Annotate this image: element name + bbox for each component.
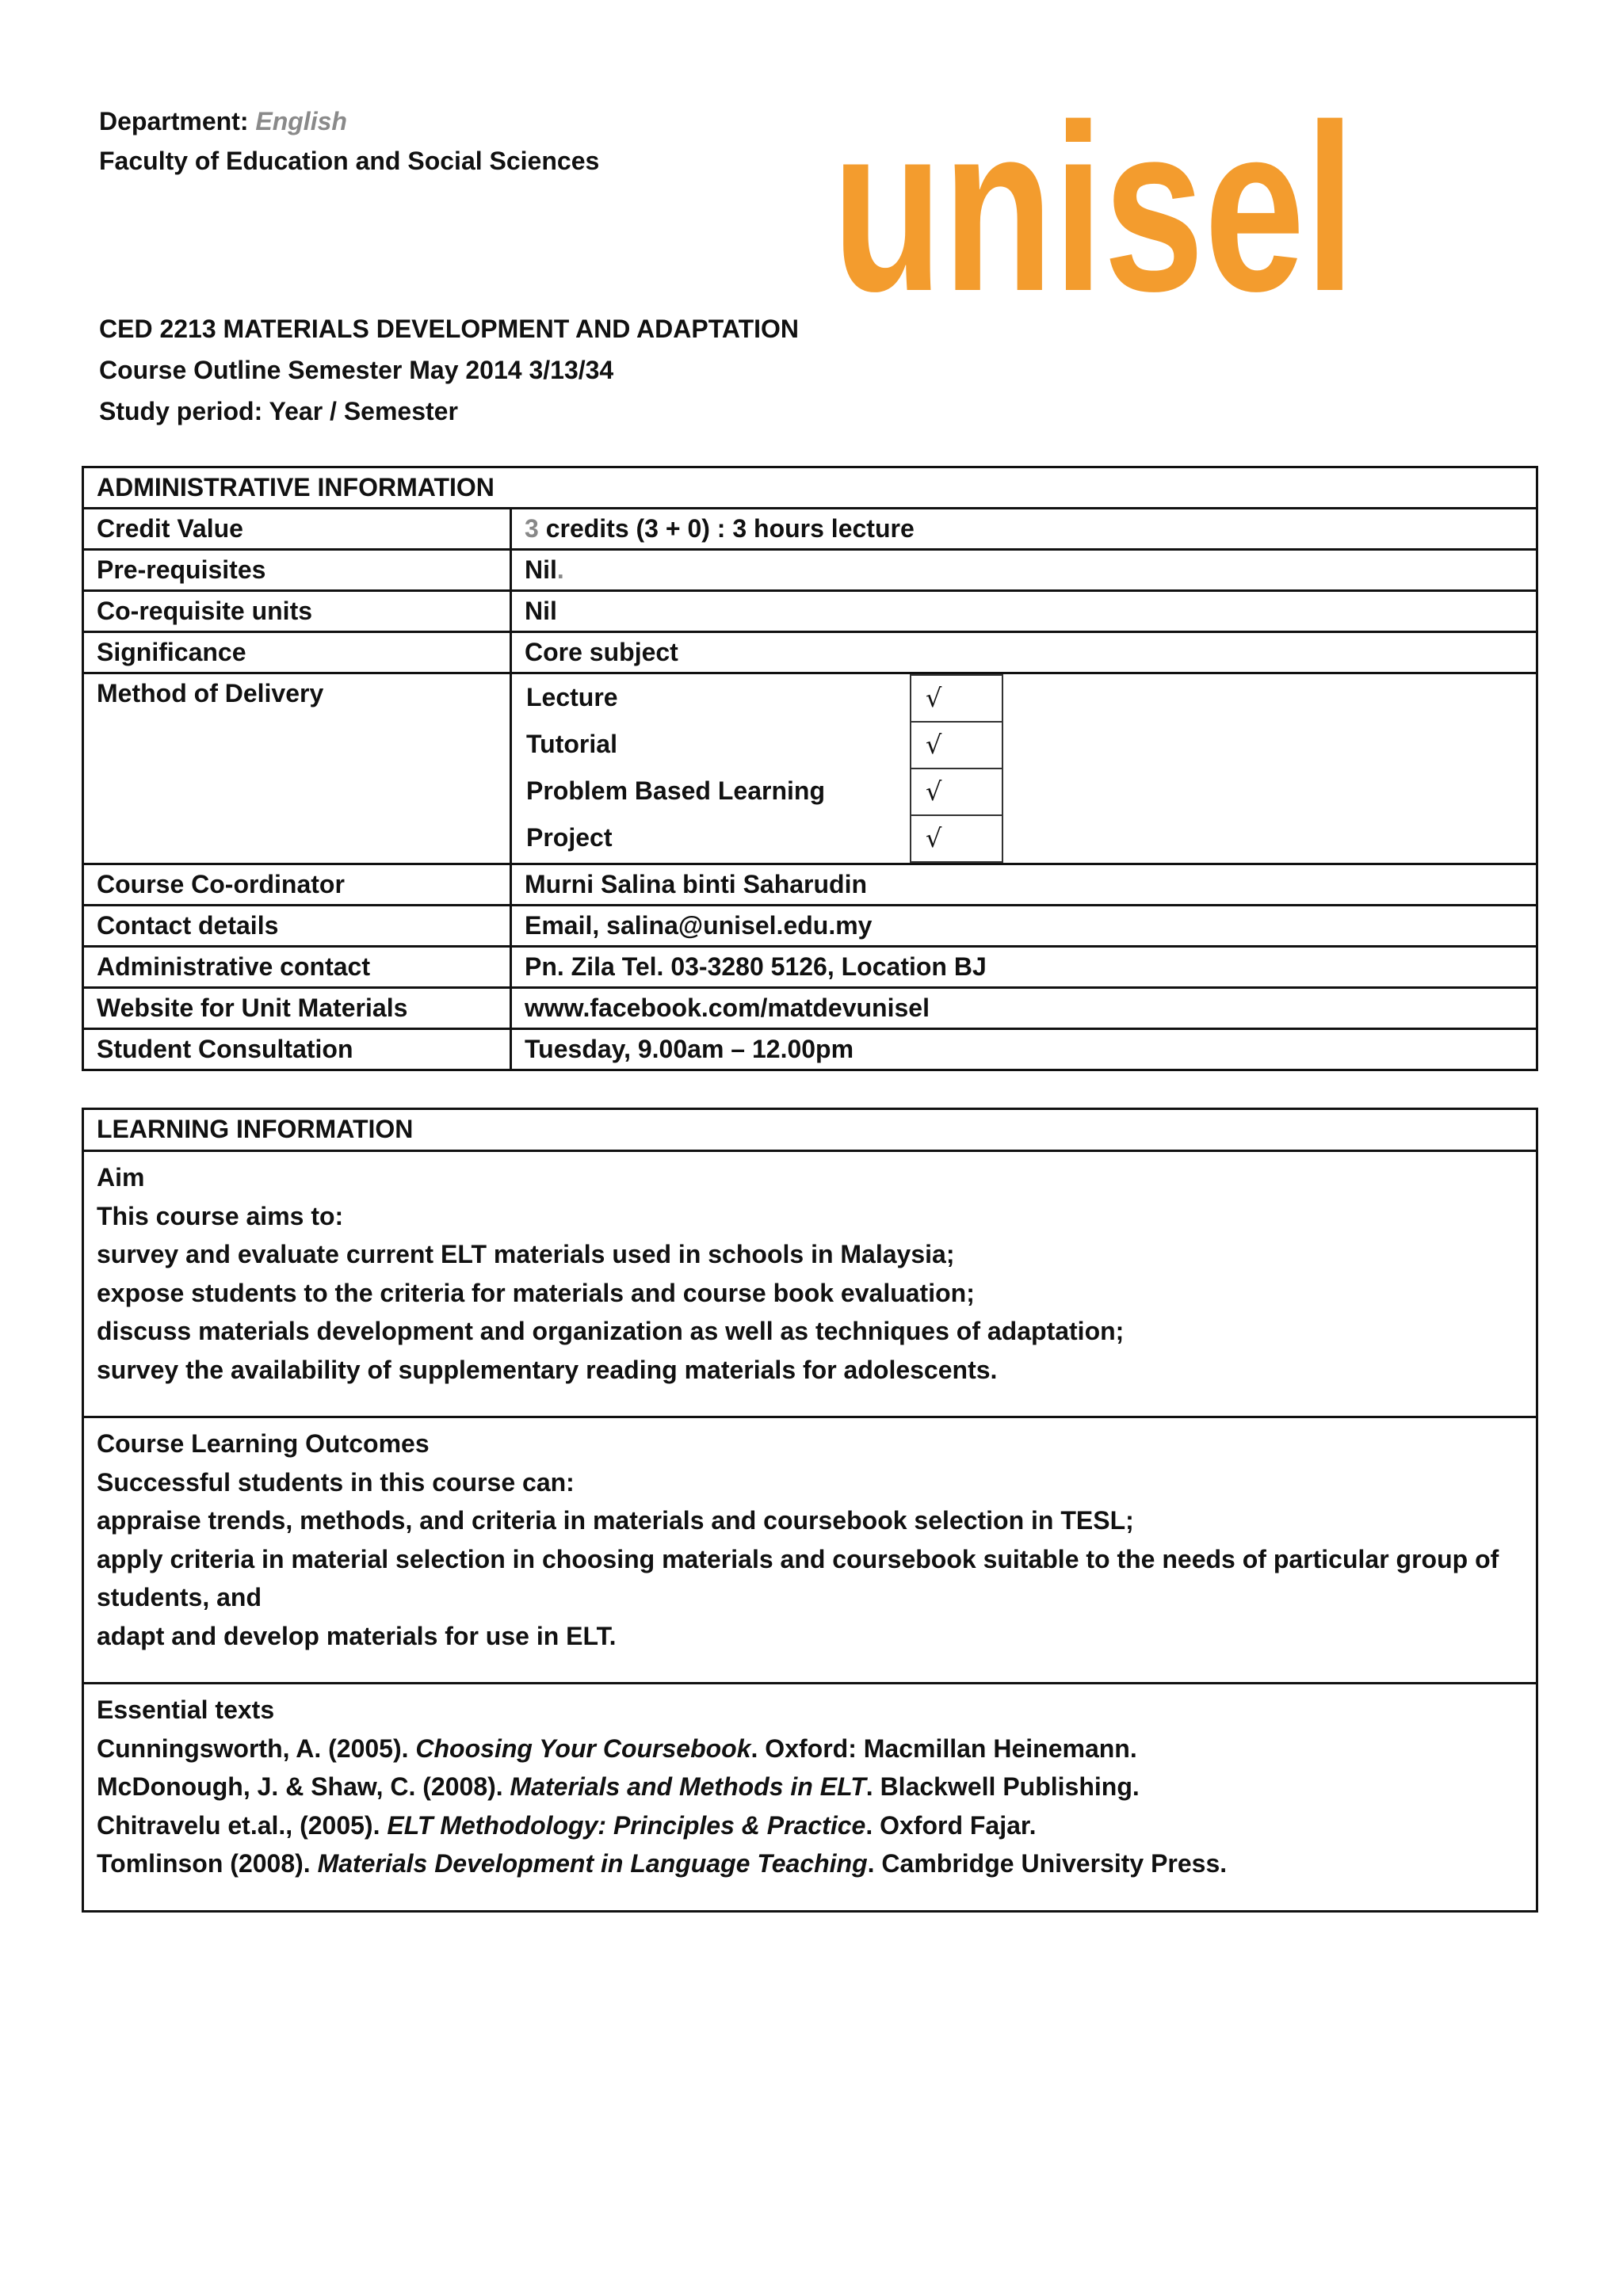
reference-author: McDonough, J. & Shaw, C. (2008). (97, 1772, 510, 1801)
contact-row (83, 906, 1537, 947)
delivery-row (83, 673, 1537, 864)
consultation-value: Tuesday, 9.00am – 12.00pm (511, 1029, 1537, 1070)
delivery-method-label: Lecture (526, 683, 618, 711)
coordinator-value: Murni Salina binti Saharudin (511, 864, 1537, 906)
credit-row (83, 509, 1537, 550)
outcome-item: apply criteria in material selection in choosing materials and coursebook suitable to the needs of particular group of students, and (97, 1544, 1499, 1611)
coreq-label: Co-requisite units (83, 591, 511, 632)
coreq-value: Nil (511, 591, 1537, 632)
outcomes-cell (83, 1417, 1537, 1684)
study-period: Study period: Year / Semester (99, 397, 458, 425)
texts-cell (83, 1684, 1537, 1912)
learning-heading: LEARNING INFORMATION (83, 1109, 1537, 1151)
credit-label: Credit Value (83, 509, 511, 550)
admin-contact-value: Pn. Zila Tel. 03-3280 5126, Location BJ (511, 947, 1537, 988)
delivery-method-label: Tutorial (526, 730, 617, 758)
reference-publisher: . Oxford: Macmillan Heinemann. (750, 1733, 1137, 1763)
learning-table (82, 1108, 1538, 1913)
delivery-method-label: Project (526, 823, 613, 852)
delivery-method-row (515, 675, 1002, 722)
unisel-logo (832, 74, 1355, 341)
delivery-cell (511, 673, 1537, 864)
texts-row (83, 1684, 1537, 1912)
delivery-method-row (515, 769, 1002, 815)
consultation-row (83, 1029, 1537, 1070)
reference-item (97, 1768, 1523, 1806)
prereq-text: Nil (525, 555, 557, 584)
aim-cell (83, 1151, 1537, 1417)
delivery-methods (515, 674, 1003, 863)
aim-item: expose students to the criteria for materials and course book evaluation; (97, 1278, 975, 1307)
credit-value (511, 509, 1537, 550)
check-mark-icon: √ (911, 769, 1002, 815)
coordinator-label: Course Co-ordinator (83, 864, 511, 906)
check-mark-icon: √ (911, 815, 1002, 862)
outcomes-title: Course Learning Outcomes (97, 1429, 430, 1458)
course-info (99, 314, 799, 437)
reference-author: Cunningsworth, A. (2005). (97, 1733, 416, 1763)
reference-title: ELT Methodology: Principles & Practice (387, 1810, 866, 1840)
website-row (83, 988, 1537, 1029)
delivery-label: Method of Delivery (83, 673, 511, 864)
course-outline: Course Outline Semester May 2014 3/13/34 (99, 356, 614, 384)
coordinator-row (83, 864, 1537, 906)
texts-title: Essential texts (97, 1695, 275, 1724)
check-mark-icon: √ (911, 722, 1002, 769)
reference-publisher: . Oxford Fajar. (865, 1810, 1037, 1840)
logo-text: unisel (832, 74, 1355, 341)
reference-title: Materials and Methods in ELT (510, 1772, 866, 1801)
admin-contact-row (83, 947, 1537, 988)
reference-item (97, 1730, 1523, 1768)
significance-value: Core subject (511, 632, 1537, 673)
contact-value: Email, salina@unisel.edu.my (511, 906, 1537, 947)
department-label: Department: (99, 107, 249, 135)
outcome-item: adapt and develop materials for use in ELT. (97, 1621, 617, 1650)
delivery-method-row (515, 815, 1002, 862)
delivery-method-label: Problem Based Learning (526, 776, 825, 805)
department-header (99, 106, 599, 185)
department-line (99, 106, 599, 146)
credit-text: credits (3 + 0) : 3 hours lecture (538, 514, 915, 543)
admin-contact-label: Administrative contact (83, 947, 511, 988)
delivery-method-row (515, 722, 1002, 769)
aim-item: survey the availability of supplementary reading materials for adolescents. (97, 1355, 998, 1384)
website-value: www.facebook.com/matdevunisel (511, 988, 1537, 1029)
website-label: Website for Unit Materials (83, 988, 511, 1029)
check-mark-icon: √ (911, 675, 1002, 722)
reference-title: Materials Development in Language Teaching (317, 1849, 868, 1878)
contact-label: Contact details (83, 906, 511, 947)
aim-intro: This course aims to: (97, 1201, 344, 1230)
admin-heading-row (83, 467, 1537, 509)
reference-publisher: . Blackwell Publishing. (865, 1772, 1140, 1801)
outcomes-row (83, 1417, 1537, 1684)
credit-number: 3 (525, 514, 539, 543)
significance-label: Significance (83, 632, 511, 673)
outcome-item: appraise trends, methods, and criteria in materials and coursebook selection in TESL; (97, 1506, 1134, 1535)
prereq-dot: . (556, 555, 564, 584)
prereq-value (511, 550, 1537, 591)
admin-heading: ADMINISTRATIVE INFORMATION (83, 467, 1537, 509)
prereq-label: Pre-requisites (83, 550, 511, 591)
reference-title: Choosing Your Coursebook (415, 1733, 751, 1763)
prereq-row (83, 550, 1537, 591)
course-title: CED 2213 MATERIALS DEVELOPMENT AND ADAPTATION (99, 315, 800, 343)
reference-author: Tomlinson (2008). (97, 1849, 318, 1878)
consultation-label: Student Consultation (83, 1029, 511, 1070)
coreq-row (83, 591, 1537, 632)
reference-item (97, 1806, 1523, 1845)
department-value: English (255, 107, 347, 135)
aim-item: survey and evaluate current ELT materials used in schools in Malaysia; (97, 1240, 955, 1268)
aim-item: discuss materials development and organization as well as techniques of adaptation; (97, 1317, 1125, 1345)
reference-author: Chitravelu et.al., (2005). (97, 1810, 388, 1840)
reference-item (97, 1844, 1523, 1883)
learning-heading-row (83, 1109, 1537, 1151)
aim-title: Aim (97, 1163, 145, 1192)
outcomes-intro: Successful students in this course can: (97, 1467, 575, 1497)
faculty-name: Faculty of Education and Social Sciences (99, 147, 600, 175)
administrative-table (82, 466, 1538, 1071)
aim-row (83, 1151, 1537, 1417)
significance-row (83, 632, 1537, 673)
reference-publisher: . Cambridge University Press. (867, 1849, 1228, 1878)
